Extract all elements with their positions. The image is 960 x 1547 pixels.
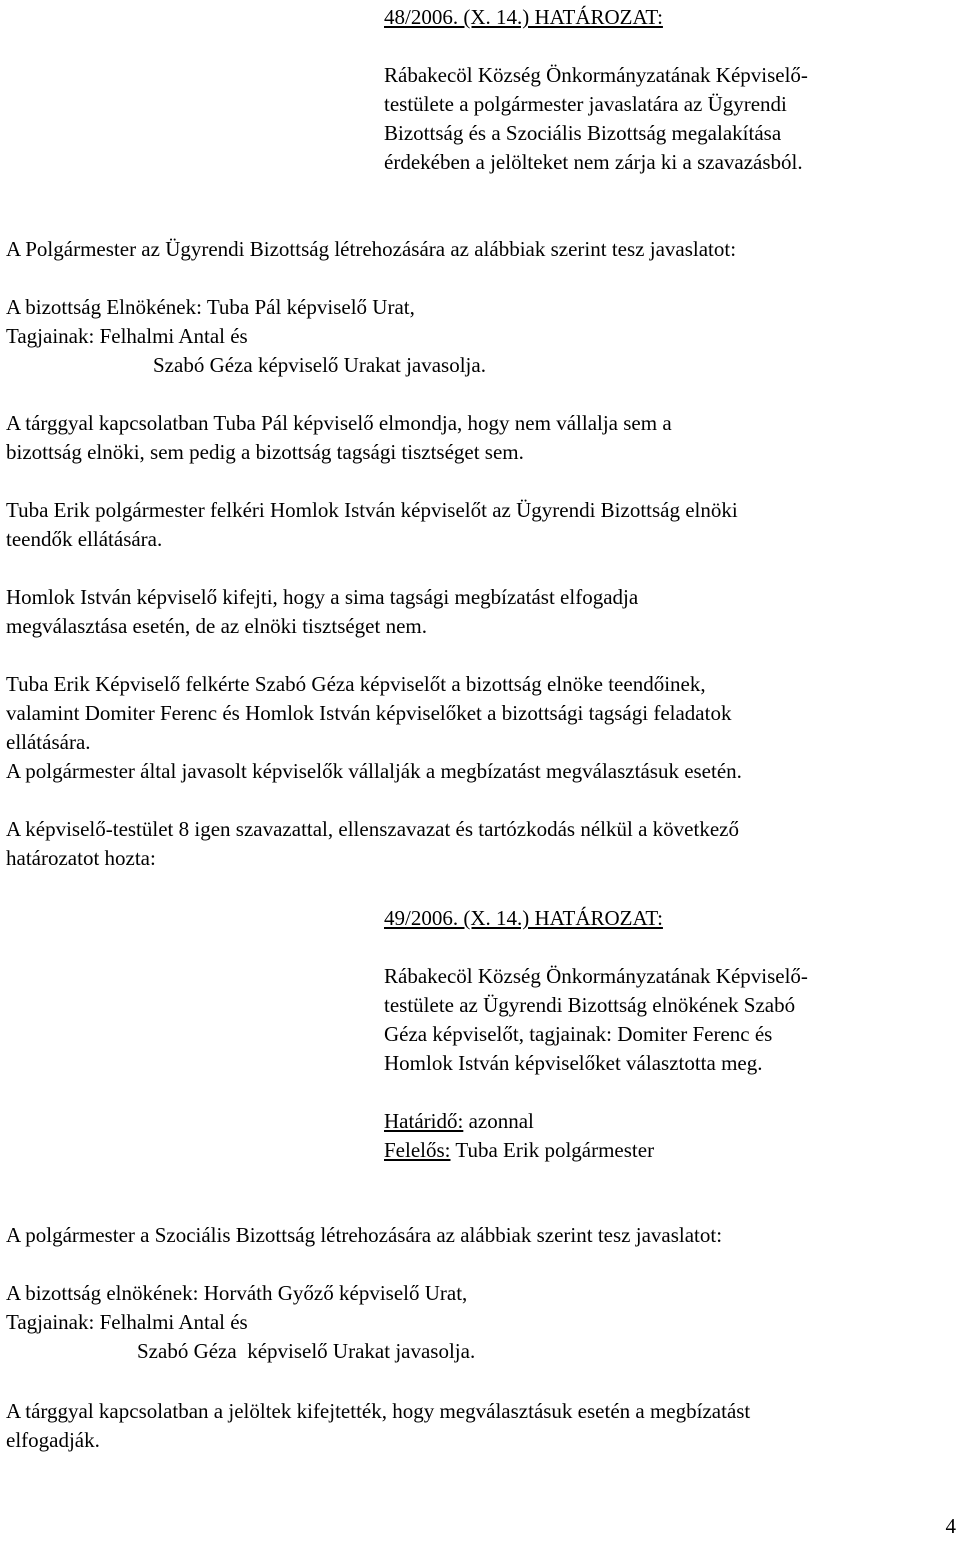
- responsible-value: Tuba Erik polgármester: [455, 1138, 655, 1162]
- resolution-49: [384, 904, 954, 1165]
- paragraph-line: Homlok István képviselő kifejti, hogy a sima tagsági megbízatást elfogadja: [6, 585, 639, 609]
- resolution-49-line: Homlok István képviselőket választotta meg.: [384, 1051, 763, 1075]
- paragraph-homlok: [6, 583, 956, 641]
- proposal-1-members: Tagjainak: Felhalmi Antal és: [6, 324, 248, 348]
- proposal-1-members-2: Szabó Géza képviselő Urakat javasolja.: [153, 353, 486, 377]
- paragraph-line: A tárggyal kapcsolatban Tuba Pál képviselő elmondja, hogy nem vállalja sem a: [6, 411, 672, 435]
- resolution-48-heading: 48/2006. (X. 14.) HATÁROZAT:: [384, 5, 663, 29]
- proposal-2-intro: A polgármester a Szociális Bizottság létrehozására az alábbiak szerint tesz javaslatot:: [6, 1223, 723, 1247]
- paragraph-line: elfogadják.: [6, 1428, 100, 1452]
- paragraph-vote: [6, 815, 956, 873]
- resolution-49-heading: 49/2006. (X. 14.) HATÁROZAT:: [384, 906, 663, 930]
- paragraph-line: A tárggyal kapcsolatban a jelöltek kifejtették, hogy megválasztásuk esetén a megbízatást: [6, 1399, 751, 1423]
- resolution-48-line: Bizottság és a Szociális Bizottság megalakítása: [384, 121, 782, 145]
- paragraph-request: [6, 496, 956, 554]
- proposal-2-members: Tagjainak: Felhalmi Antal és: [6, 1310, 248, 1334]
- responsible-label: Felelős:: [384, 1138, 451, 1162]
- paragraph-line: határozatot hozta:: [6, 846, 156, 870]
- paragraph-line: A polgármester által javasolt képviselők vállalják a megbízatást megválasztásuk esetén.: [6, 759, 742, 783]
- paragraph-line: megválasztása esetén, de az elnöki tisztséget nem.: [6, 614, 427, 638]
- resolution-48: [384, 3, 954, 177]
- paragraph-line: Tuba Erik Képviselő felkérte Szabó Géza képviselőt a bizottság elnöke teendőinek,: [6, 672, 706, 696]
- proposal-2-members-2: Szabó Géza képviselő Urakat javasolja.: [137, 1339, 476, 1363]
- paragraph-line: ellátására.: [6, 730, 91, 754]
- paragraph-decline: [6, 409, 956, 467]
- proposal-committee-2: [6, 1221, 956, 1366]
- paragraph-line: teendők ellátására.: [6, 527, 163, 551]
- proposal-1-chair: A bizottság Elnökének: Tuba Pál képviselő Urat,: [6, 295, 415, 319]
- proposal-1-intro: A Polgármester az Ügyrendi Bizottság létrehozására az alábbiak szerint tesz javaslatot:: [6, 237, 737, 261]
- resolution-49-line: Rábakecöl Község Önkormányzatának Képviselő-: [384, 964, 808, 988]
- resolution-48-line: testülete a polgármester javaslatára az Ügyrendi: [384, 92, 787, 116]
- paragraph-line: A képviselő-testület 8 igen szavazattal, ellenszavazat és tartózkodás nélkül a következő: [6, 817, 739, 841]
- paragraph-final: [6, 1397, 956, 1455]
- deadline-value: azonnal: [468, 1109, 534, 1133]
- resolution-49-line: Géza képviselőt, tagjainak: Domiter Ferenc és: [384, 1022, 773, 1046]
- paragraph-szabo: [6, 670, 956, 786]
- proposal-2-chair: A bizottság elnökének: Horváth Győző képviselő Urat,: [6, 1281, 468, 1305]
- proposal-committee-1: [6, 235, 956, 380]
- deadline-label: Határidő:: [384, 1109, 464, 1133]
- paragraph-line: valamint Domiter Ferenc és Homlok István képviselőket a bizottsági tagsági feladatok: [6, 701, 732, 725]
- resolution-49-line: testülete az Ügyrendi Bizottság elnökének Szabó: [384, 993, 796, 1017]
- resolution-48-line: érdekében a jelölteket nem zárja ki a szavazásból.: [384, 150, 803, 174]
- responsible-line: [384, 1136, 954, 1165]
- resolution-48-line: Rábakecöl Község Önkormányzatának Képviselő-: [384, 63, 808, 87]
- deadline-line: [384, 1107, 954, 1136]
- paragraph-line: Tuba Erik polgármester felkéri Homlok István képviselőt az Ügyrendi Bizottság elnöki: [6, 498, 738, 522]
- page-number: 4: [945, 1514, 956, 1538]
- paragraph-line: bizottság elnöki, sem pedig a bizottság tagsági tisztséget sem.: [6, 440, 524, 464]
